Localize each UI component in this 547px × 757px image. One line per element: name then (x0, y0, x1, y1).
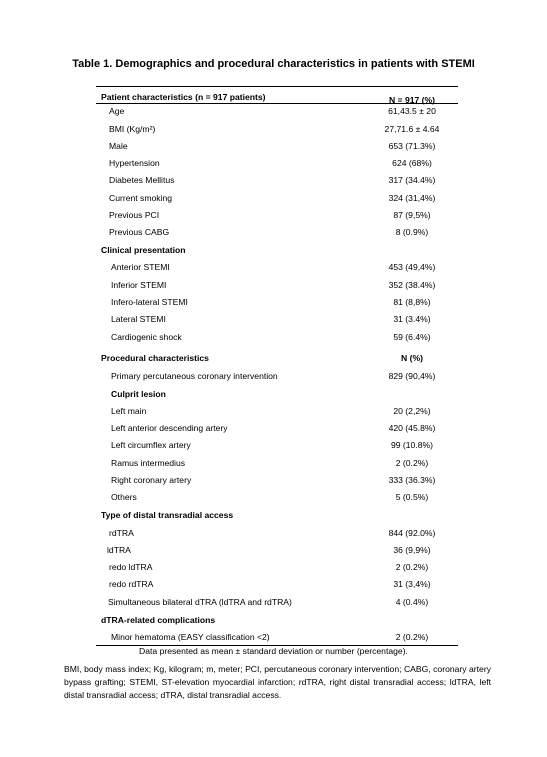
row-value: 653 (71.3%) (388, 141, 436, 151)
row-label: redo rdTRA (109, 579, 154, 589)
row-value: 36 (9,9%) (393, 545, 431, 555)
table-row (0, 332, 547, 346)
row-label: Simultaneous bilateral dTRA (ldTRA and rdTRA) (108, 597, 292, 607)
table-row (0, 141, 547, 155)
table-row (0, 371, 547, 385)
row-label: Left anterior descending artery (111, 423, 228, 433)
row-value: 99 (10.8%) (390, 440, 434, 450)
row-value: 8 (0.9%) (395, 227, 429, 237)
table-row (0, 227, 547, 241)
table-row (0, 175, 547, 189)
table-caption: Data presented as mean ± standard deviation or number (percentage). (139, 646, 408, 656)
row-value: 2 (0.2%) (395, 562, 429, 572)
table-top-rule (96, 86, 458, 87)
row-value: 829 (90,4%) (388, 371, 436, 381)
row-value: N (%) (401, 353, 423, 363)
table-row (0, 297, 547, 311)
row-label: Infero-lateral STEMI (111, 297, 188, 307)
table-row (0, 632, 547, 646)
row-label: ldTRA (107, 545, 131, 555)
table-row (0, 423, 547, 437)
row-value: 324 (31,4%) (388, 193, 436, 203)
header-label: Patient characteristics (n = 917 patients) (101, 92, 266, 102)
row-value: 61,43.5 ± 20 (388, 106, 436, 116)
table-row (0, 280, 547, 294)
row-value: 352 (38.4%) (388, 280, 436, 290)
row-label: Left main (111, 406, 147, 416)
row-label: dTRA-related complications (101, 615, 216, 625)
table-row (0, 262, 547, 276)
table-row (0, 245, 547, 259)
row-value: 81 (8,8%) (393, 297, 431, 307)
row-value: 27,71.6 ± 4.64 (384, 124, 440, 134)
row-label: Male (109, 141, 128, 151)
row-label: BMI (Kg/m²) (109, 124, 156, 134)
row-label: Minor hematoma (EASY classification <2) (111, 632, 270, 642)
table-row (0, 528, 547, 542)
table-row (0, 353, 547, 367)
table-row (0, 597, 547, 611)
table-row (0, 492, 547, 506)
table-row (0, 314, 547, 328)
table-row (0, 158, 547, 172)
row-label: Procedural characteristics (101, 353, 209, 363)
table-row (0, 124, 547, 138)
row-value: 2 (0.2%) (395, 632, 429, 642)
row-label: Left circumflex artery (111, 440, 191, 450)
row-label: Inferior STEMI (111, 280, 167, 290)
row-label: Hypertension (109, 158, 160, 168)
row-value: 844 (92.0%) (388, 528, 436, 538)
row-value: 5 (0.5%) (395, 492, 429, 502)
row-label: Ramus intermedius (111, 458, 186, 468)
row-value: 31 (3.4%) (393, 314, 431, 324)
row-value: 59 (6.4%) (393, 332, 431, 342)
header-value: N = 917 (%) (388, 95, 436, 105)
row-label: Age (109, 106, 125, 116)
row-value: 87 (9,5%) (393, 210, 431, 220)
row-label: Type of distal transradial access (101, 510, 234, 520)
row-label: redo ldTRA (109, 562, 153, 572)
table-row (0, 193, 547, 207)
row-label: Diabetes Mellitus (109, 175, 175, 185)
row-label: Right coronary artery (111, 475, 192, 485)
row-value: 20 (2,2%) (393, 406, 431, 416)
row-label: Primary percutaneous coronary intervention (111, 371, 278, 381)
row-label: Clinical presentation (101, 245, 186, 255)
row-value: 420 (45.8%) (388, 423, 436, 433)
row-label: Culprit lesion (111, 389, 166, 399)
row-value: 624 (68%) (392, 158, 432, 168)
row-value: 317 (34.4%) (388, 175, 436, 185)
row-value: 4 (0.4%) (395, 597, 429, 607)
row-label: Previous CABG (109, 227, 170, 237)
row-label: Lateral STEMI (111, 314, 166, 324)
table-row (0, 458, 547, 472)
table-row (0, 440, 547, 454)
table-row (0, 389, 547, 403)
table-row (0, 510, 547, 524)
table-row (0, 615, 547, 629)
abbreviations-note: BMI, body mass index; Kg, kilogram; m, meter; PCI, percutaneous coronary intervention; CABG, coronary artery bypass grafting; STEMI, ST-elevation myocardial infarction; rdTRA, right distal transradial access; ldTRA, left distal transradial access; dTRA, distal transradial access. (64, 664, 491, 700)
row-value: 31 (3,4%) (393, 579, 431, 589)
table-header-rule (96, 103, 458, 104)
row-value: 453 (49,4%) (388, 262, 436, 272)
table-row (0, 406, 547, 420)
table-row (0, 106, 547, 120)
row-label: Cardiogenic shock (111, 332, 182, 342)
table-row (0, 562, 547, 576)
table-row (0, 579, 547, 593)
row-label: Previous PCI (109, 210, 160, 220)
row-label: Current smoking (109, 193, 173, 203)
row-label: Anterior STEMI (111, 262, 170, 272)
row-value: 2 (0.2%) (395, 458, 429, 468)
row-label: Others (111, 492, 137, 502)
table-row (0, 545, 547, 559)
table-row (0, 210, 547, 224)
row-value: 333 (36.3%) (388, 475, 436, 485)
row-label: rdTRA (109, 528, 134, 538)
table-row (0, 475, 547, 489)
table-title: Table 1. Demographics and procedural characteristics in patients with STEMI (72, 58, 475, 70)
